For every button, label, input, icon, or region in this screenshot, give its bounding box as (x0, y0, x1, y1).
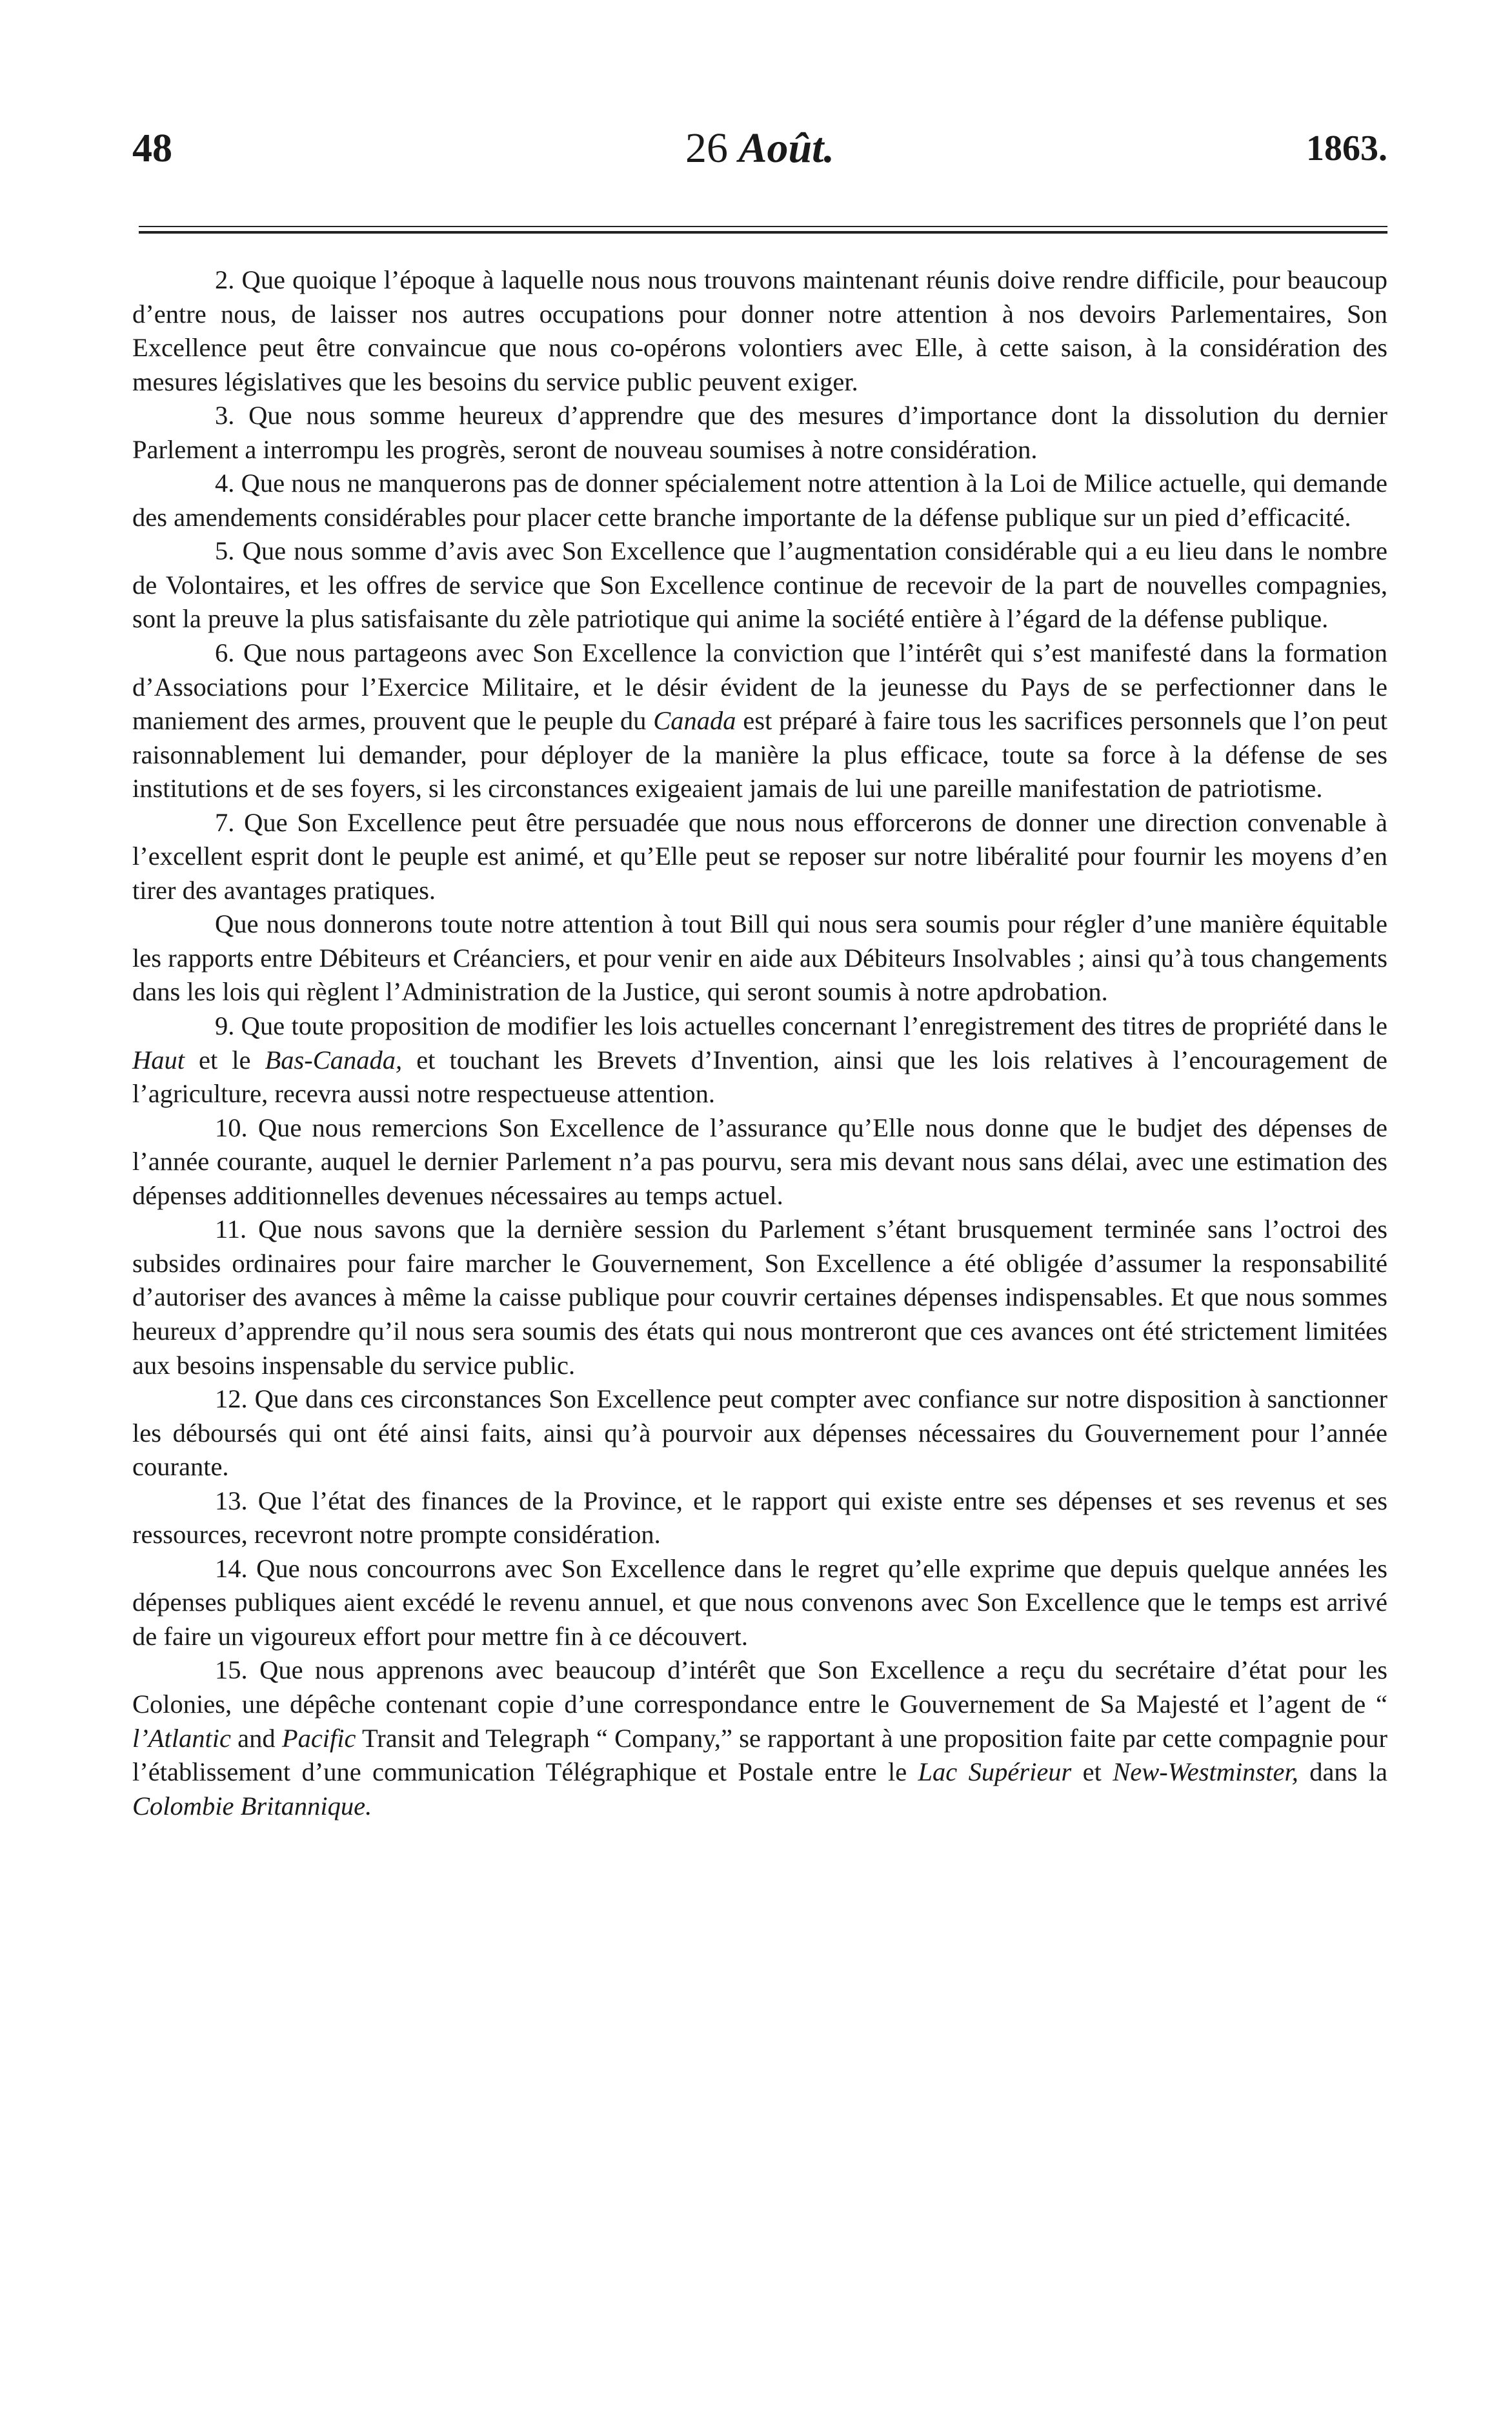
paragraph (132, 467, 1387, 534)
header-day: 26 (685, 125, 728, 172)
paragraph-text: 14. Que nous concourrons avec Son Excellence dans le regret qu’elle exprime que depuis quelque années les dépenses publiques aient excédé le revenu annuel, et que nous convenons avec Son Excellence que le temps est arrivé de faire un vigoureux effort pour mettre fin à ce découvert. (132, 1553, 1387, 1651)
paragraph (132, 534, 1387, 636)
paragraph (132, 1484, 1387, 1552)
paragraph-text: 2. Que quoique l’époque à laquelle nous nous trouvons maintenant réunis doive rendre difficile, pour beaucoup d’entre nous, de laisser nos autres occupations pour donner notre attention à nos devoirs Parlementaires, Son Excellence peut être convaincue que nous co-opérons volontiers avec Elle, à cette saison, à la considération des mesures législatives que les besoins du service public peuvent exiger. (132, 265, 1387, 396)
header-rule-thin (139, 226, 1387, 227)
body-text (132, 263, 1387, 1823)
italic-text: l’Atlantic (132, 1723, 231, 1753)
paragraph-text: 13. Que l’état des finances de la Province, et le rapport qui existe entre ses dépenses et ses revenus et ses ressources, recevront notre prompte considération. (132, 1486, 1387, 1549)
paragraph (132, 636, 1387, 806)
italic-text: Pacific (281, 1723, 356, 1753)
paragraph (132, 1111, 1387, 1213)
italic-text: New-Westminster, (1113, 1757, 1298, 1787)
italic-text: Bas-Canada, (265, 1045, 403, 1074)
header-date (132, 113, 1387, 184)
paragraph-text: dans la (1298, 1757, 1387, 1787)
paragraph (132, 1653, 1387, 1823)
paragraph (132, 907, 1387, 1009)
page-number: 48 (132, 126, 172, 170)
italic-text: Canada (653, 706, 736, 736)
paragraph-text: 6. Que nous partageons avec Son Excellence la conviction que l’intérêt qui s’est manifesté dans la formation d’Associations pour l’Exercice Militaire, et le désir évident de la jeunesse du Pays de se perfectionner dans le maniement des armes, prouvent que le peuple du (132, 638, 1387, 736)
paragraph-text: 5. Que nous somme d’avis avec Son Excellence que l’augmentation considérable qui a eu lieu dans le nombre de Volontaires, et les offres de service que Son Excellence continue de recevoir de la part de nouvelles compagnies, sont la preuve la plus satisfaisante du zèle patriotique qui anime la société entière à l’égard de la défense publique. (132, 536, 1387, 634)
paragraph-text: 4. Que nous ne manquerons pas de donner spécialement notre attention à la Loi de Milice actuelle, qui demande des amendements considérables pour placer cette branche importante de la défense publique sur un pied d’efficacité. (132, 469, 1387, 532)
italic-text: Haut (132, 1045, 185, 1074)
header-rule-thick (139, 231, 1387, 234)
paragraph (132, 1382, 1387, 1484)
paragraph-text: Transit and Telegraph “ Company,” se rapportant à une proposition faite par cette compagnie pour l’établissement d’une communication Télégraphique et Postale entre le (132, 1723, 1388, 1787)
paragraph-text: et le (185, 1045, 265, 1074)
paragraph (132, 1213, 1387, 1382)
paragraph-text: 15. Que nous apprenons avec beaucoup d’intérêt que Son Excellence a reçu du secrétaire d’état pour les Colonies, une dépêche contenant copie d’une correspondance entre le Gouvernement de Sa Majesté et l’agent de “ (132, 1655, 1387, 1719)
paragraph-text: et touchant les Brevets d’Invention, ainsi que les lois relatives à l’encouragement de l’agriculture, recevra aussi notre respectueuse attention. (132, 1045, 1387, 1109)
header-month: Août. (738, 125, 835, 172)
paragraph-text: 9. Que toute proposition de modifier les lois actuelles concernant l’enregistrement des titres de propriété dans le (215, 1011, 1387, 1041)
paragraph-text: 12. Que dans ces circonstances Son Excellence peut compter avec confiance sur notre disposition à sanctionner les déboursés qui ont été ainsi faits, ainsi qu’à pourvoir aux dépenses nécessaires du Gouvernement pour l’année courante. (132, 1384, 1387, 1482)
italic-text: Colombie Britannique. (132, 1791, 372, 1821)
paragraph (132, 263, 1387, 399)
paragraph-text: et (1071, 1757, 1113, 1787)
header-year: 1863. (1306, 128, 1387, 168)
paragraph (132, 399, 1387, 467)
italic-text: Lac Supérieur (918, 1757, 1072, 1787)
paragraph-text: 3. Que nous somme heureux d’apprendre que des mesures d’importance dont la dissolution du dernier Parlement a interrompu les progrès, seront de nouveau soumises à notre considération. (132, 401, 1387, 464)
paragraph-text: Que nous donnerons toute notre attention à tout Bill qui nous sera soumis pour régler d’une manière équitable les rapports entre Débiteurs et Créanciers, et pour venir en aide aux Débiteurs Insolvables ; ainsi qu’à tous changements dans les lois qui règlent l’Administration de la Justice, qui seront soumis à notre apdrobation. (132, 909, 1387, 1007)
page-header (132, 113, 1387, 184)
paragraph (132, 1009, 1387, 1111)
paragraph-text: 10. Que nous remercions Son Excellence de l’assurance qu’Elle nous donne que le budjet des dépenses de l’année courante, auquel le dernier Parlement n’a pas pourvu, sera mis devant nous sans délai, avec une estimation des dépenses additionnelles devenues nécessaires au temps actuel. (132, 1113, 1387, 1210)
paragraph (132, 806, 1387, 908)
paragraph (132, 1552, 1387, 1654)
paragraph-text: est préparé à faire tous les sacrifices personnels que l’on peut raisonnablement lui demander, pour déployer de la manière la plus efficace, toute sa force à la défense de ses institutions et de ses foyers, si les circonstances exigeaient jamais de lui une pareille manifestation de patriotisme. (132, 706, 1387, 803)
paragraph-text: 7. Que Son Excellence peut être persuadée que nous nous efforcerons de donner une direction convenable à l’excellent esprit dont le peuple est animé, et qu’Elle peut se reposer sur notre libéralité pour fournir les moyens d’en tirer des avantages pratiques. (132, 807, 1387, 905)
paragraph-text: 11. Que nous savons que la dernière session du Parlement s’étant brusquement terminée sans l’octroi des subsides ordinaires pour faire marcher le Gouvernement, Son Excellence a été obligée d’assumer la responsabilité d’autoriser des avances à même la caisse publique pour couvrir certaines dépenses indispensables. Et que nous sommes heureux d’apprendre qu’il nous sera soumis des états qui nous montreront que ces avances ont été strictement limitées aux besoins inspensable du service public. (132, 1215, 1387, 1380)
paragraph-text: and (230, 1723, 282, 1753)
